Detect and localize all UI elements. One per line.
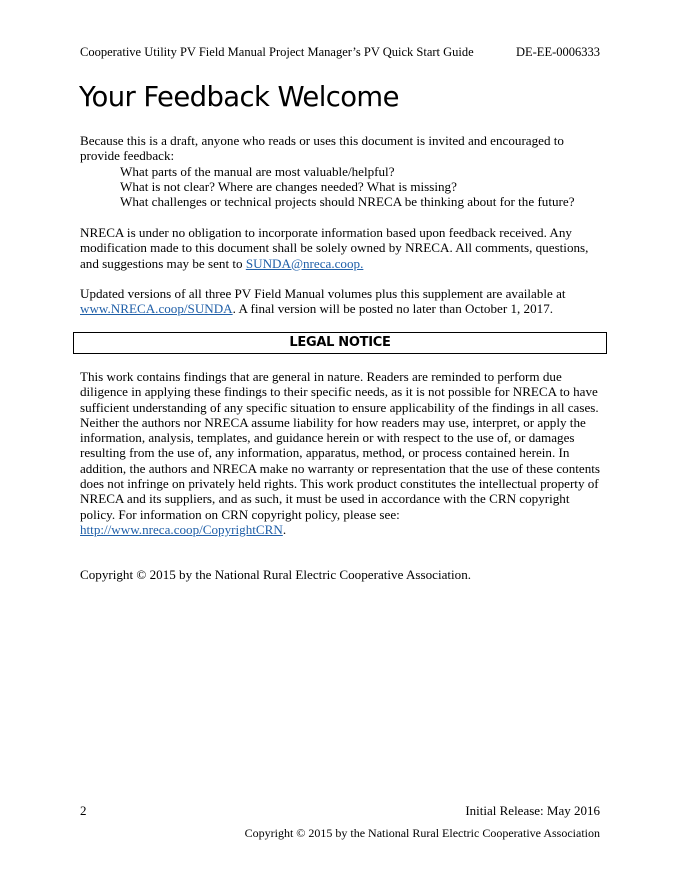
release-info: Initial Release: May 2016	[465, 803, 600, 818]
feedback-intro	[80, 133, 602, 209]
email-link[interactable]: SUNDA@nreca.coop.	[245, 255, 364, 271]
copyright-statement: Copyright © 2015 by the National Rural Electric Cooperative Association.	[80, 567, 472, 582]
updates-paragraph	[80, 286, 602, 317]
legal-notice-paragraph	[80, 369, 602, 537]
obligation-paragraph	[80, 225, 602, 271]
legal-notice-text: This work contains findings that are general in nature. Readers are reminded to perform due diligence in applying these findings to their specific needs, as it is not possible for NRECA to have sufficient understanding of any specific situation to ensure applicability of the findings in all cases. Neither the authors nor NRECA assume liability for how readers may use, interpret, or apply the information, analysis, templates, and guidance herein or with respect to the use of, or damages resulting from the use of, any information, apparatus, method, or process contained herein. In addition, the authors and NRECA make no warranty or representation that the use of these contents does not infringe on privately held rights. This work product constitutes the intellectual property of NRECA and its suppliers, and as such, it must be used in accordance with the CRN copyright policy. For information on CRN copyright policy, please see:	[80, 369, 600, 522]
feedback-questions	[80, 164, 602, 210]
updates-suffix: . A final version will be posted no later than October 1, 2017.	[232, 301, 554, 317]
obligation-text: NRECA is under no obligation to incorporate information based upon feedback received. Any modification made to this document shall be solely owned by NRECA. All comments, questions, and suggestions may be sent to	[80, 225, 589, 271]
page-number: 2	[80, 803, 87, 818]
intro-text: Because this is a draft, anyone who reads or uses this document is invited and encouraged to provide feedback:	[80, 133, 564, 164]
sunda-link[interactable]: www.NRECA.coop/SUNDA	[80, 301, 233, 317]
legal-notice-heading: LEGAL NOTICE	[73, 332, 607, 354]
header-title: Cooperative Utility PV Field Manual Project Manager’s PV Quick Start Guide	[80, 45, 474, 59]
copyright-policy-link[interactable]: http://www.nreca.coop/CopyrightCRN	[80, 521, 283, 537]
question-item: What challenges or technical projects should NRECA be thinking about for the future?	[120, 194, 575, 210]
question-item: What is not clear? Where are changes needed? What is missing?	[120, 178, 457, 194]
footer-copyright: Copyright © 2015 by the National Rural Electric Cooperative Association	[244, 826, 600, 840]
updates-text: Updated versions of all three PV Field Manual volumes plus this supplement are available at	[80, 286, 566, 301]
document-number: DE-EE-0006333	[515, 45, 600, 59]
page-title: Your Feedback Welcome	[79, 80, 399, 113]
question-item: What parts of the manual are most valuable/helpful?	[120, 163, 395, 179]
legal-notice-suffix: .	[282, 521, 287, 537]
